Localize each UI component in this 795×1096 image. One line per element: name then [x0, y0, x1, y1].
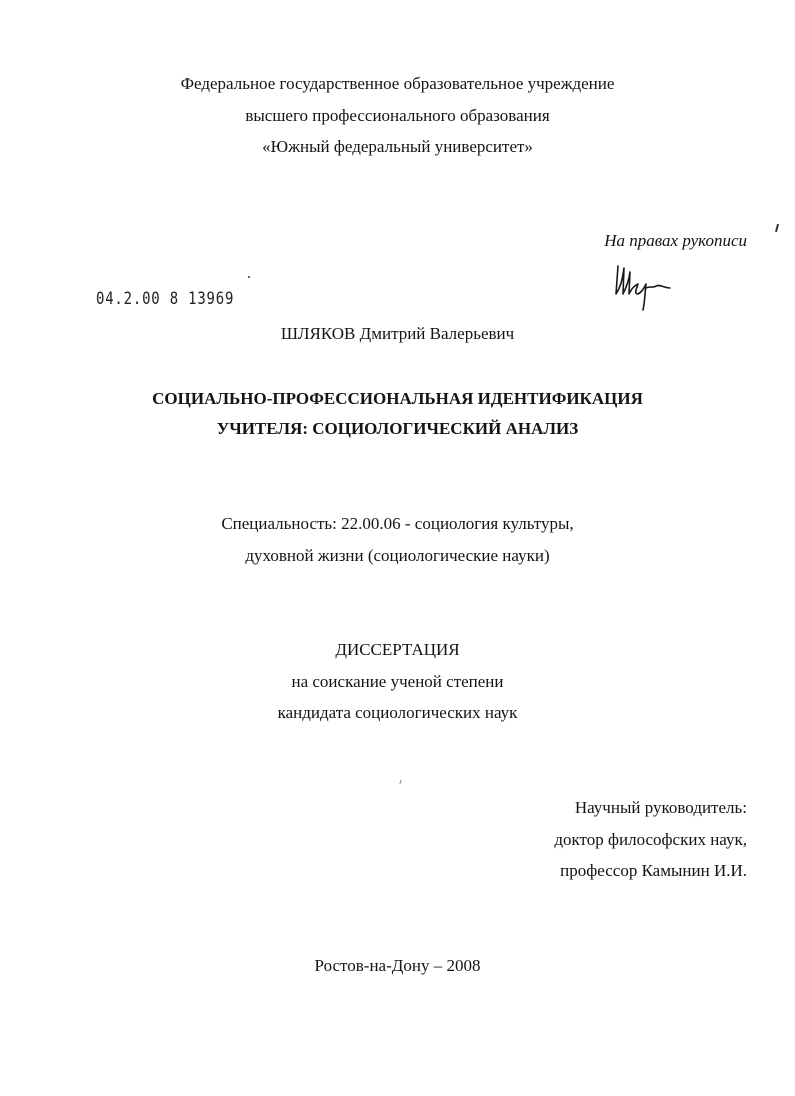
manuscript-rights-note: На правах рукописи: [604, 231, 747, 250]
document-type-line-2: на соискание ученой степени: [291, 672, 504, 691]
scan-speck: [248, 276, 250, 278]
document-type-line-3: кандидата социологических наук: [277, 703, 518, 722]
document-type-heading: ДИССЕРТАЦИЯ: [335, 640, 460, 659]
supervisor-name: профессор Камынин И.И.: [560, 861, 747, 880]
city-year: Ростов-на-Дону – 2008: [314, 956, 481, 975]
header-line-2: высшего профессионального образования: [245, 106, 550, 125]
scan-speck: [775, 224, 779, 232]
specialty-line-2: духовной жизни (социологические науки): [245, 546, 550, 565]
header-line-1: Федеральное государственное образовательное учреждение: [180, 74, 615, 93]
signature-image: [612, 258, 682, 318]
scan-speck: [399, 780, 401, 784]
supervisor-label: Научный руководитель:: [574, 798, 747, 817]
thesis-title-line-2: УЧИТЕЛЯ: СОЦИОЛОГИЧЕСКИЙ АНАЛИЗ: [216, 419, 579, 438]
header-line-3: «Южный федеральный университет»: [262, 137, 533, 156]
thesis-title-line-1: СОЦИАЛЬНО-ПРОФЕССИОНАЛЬНАЯ ИДЕНТИФИКАЦИЯ: [152, 389, 643, 408]
specialty-line-1: Специальность: 22.00.06 - социология культуры,: [221, 514, 574, 533]
supervisor-degree: доктор философских наук,: [554, 830, 747, 849]
author-name: ШЛЯКОВ Дмитрий Валерьевич: [280, 324, 515, 343]
library-stamp-number: 04.2.00 8 13969: [96, 289, 235, 309]
